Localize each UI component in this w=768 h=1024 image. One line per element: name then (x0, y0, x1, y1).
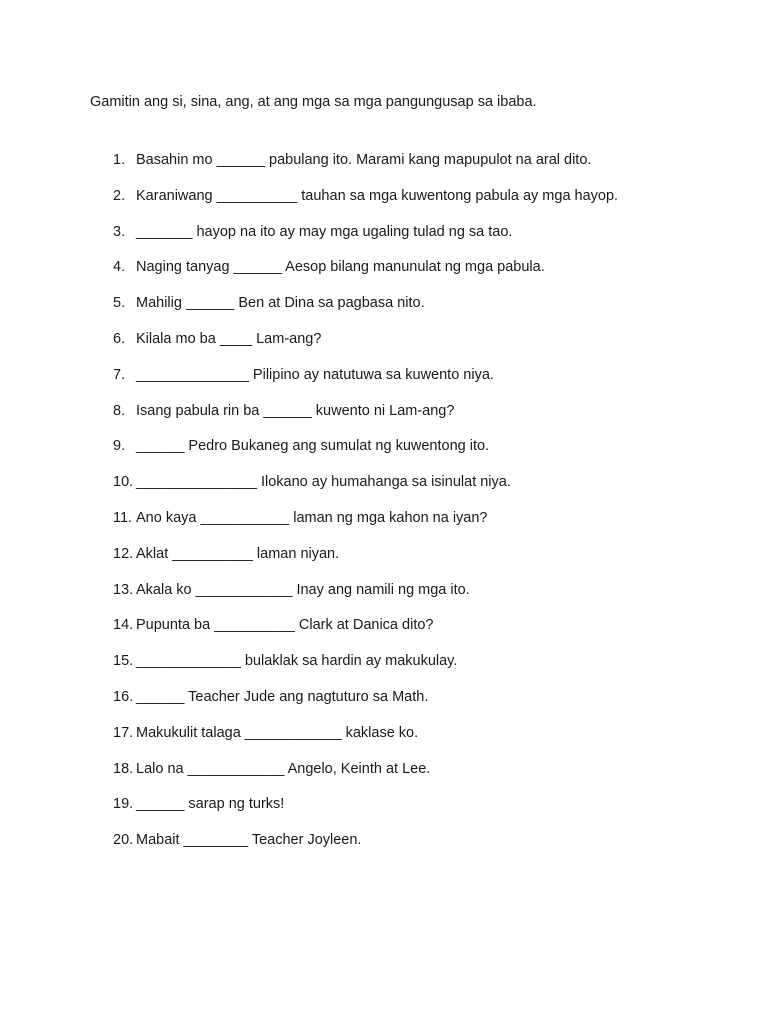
instruction-text: Gamitin ang si, sina, ang, at ang mga sa mga pangungusap sa ibaba. (90, 94, 537, 110)
item-number: 3. (113, 223, 126, 240)
item-number: 6. (113, 330, 126, 347)
item-number: 13. (113, 581, 134, 598)
item-sentence: ______ sarap ng turks! (136, 796, 285, 813)
item-sentence: Lalo na ____________ Angelo, Keinth at Lee. (136, 760, 431, 777)
item-number: 9. (113, 438, 126, 455)
item-number: 1. (113, 152, 126, 168)
item-sentence: Basahin mo ______ pabulang ito. Marami kang mapupulot na aral dito. (136, 152, 592, 168)
item-number: 5. (113, 295, 126, 312)
item-number: 10. (113, 474, 134, 491)
item-number: 12. (113, 545, 134, 562)
item-number: 18. (113, 760, 134, 777)
item-sentence: Mahilig ______ Ben at Dina sa pagbasa nito. (136, 295, 425, 312)
item-sentence: Pupunta ba __________ Clark at Danica dito? (136, 617, 434, 634)
item-sentence: Mabait ________ Teacher Joyleen. (136, 832, 362, 849)
item-number: 16. (113, 688, 134, 705)
item-number: 15. (113, 653, 134, 670)
item-number: 7. (113, 366, 126, 383)
item-number: 11. (113, 509, 133, 526)
item-sentence: Aklat __________ laman niyan. (136, 545, 340, 562)
item-sentence: Makukulit talaga ____________ kaklase ko. (136, 724, 419, 741)
item-number: 19. (113, 796, 134, 813)
item-number: 14. (113, 617, 134, 634)
item-sentence: _______________ Ilokano ay humahanga sa isinulat niya. (136, 474, 511, 491)
item-sentence: ______ Pedro Bukaneg ang sumulat ng kuwentong ito. (136, 438, 490, 455)
item-number: 8. (113, 402, 126, 419)
item-sentence: ______ Teacher Jude ang nagtuturo sa Math. (136, 688, 429, 705)
item-sentence: Naging tanyag ______ Aesop bilang manunulat ng mga pabula. (136, 259, 545, 276)
item-sentence: Akala ko ____________ Inay ang namili ng mga ito. (136, 581, 470, 598)
item-sentence: ______________ Pilipino ay natutuwa sa kuwento niya. (136, 366, 494, 383)
item-number: 4. (113, 259, 126, 276)
item-sentence: _____________ bulaklak sa hardin ay makukulay. (136, 653, 458, 670)
item-number: 17. (113, 724, 134, 741)
item-sentence: _______ hayop na ito ay may mga ugaling tulad ng sa tao. (136, 223, 513, 240)
item-number: 2. (113, 187, 126, 204)
item-sentence: Ano kaya ___________ laman ng mga kahon na iyan? (136, 509, 488, 526)
item-sentence: Karaniwang __________ tauhan sa mga kuwentong pabula ay mga hayop. (136, 187, 619, 204)
item-number: 20. (113, 832, 134, 849)
item-sentence: Isang pabula rin ba ______ kuwento ni Lam-ang? (136, 402, 455, 419)
item-sentence: Kilala mo ba ____ Lam-ang? (136, 330, 322, 347)
